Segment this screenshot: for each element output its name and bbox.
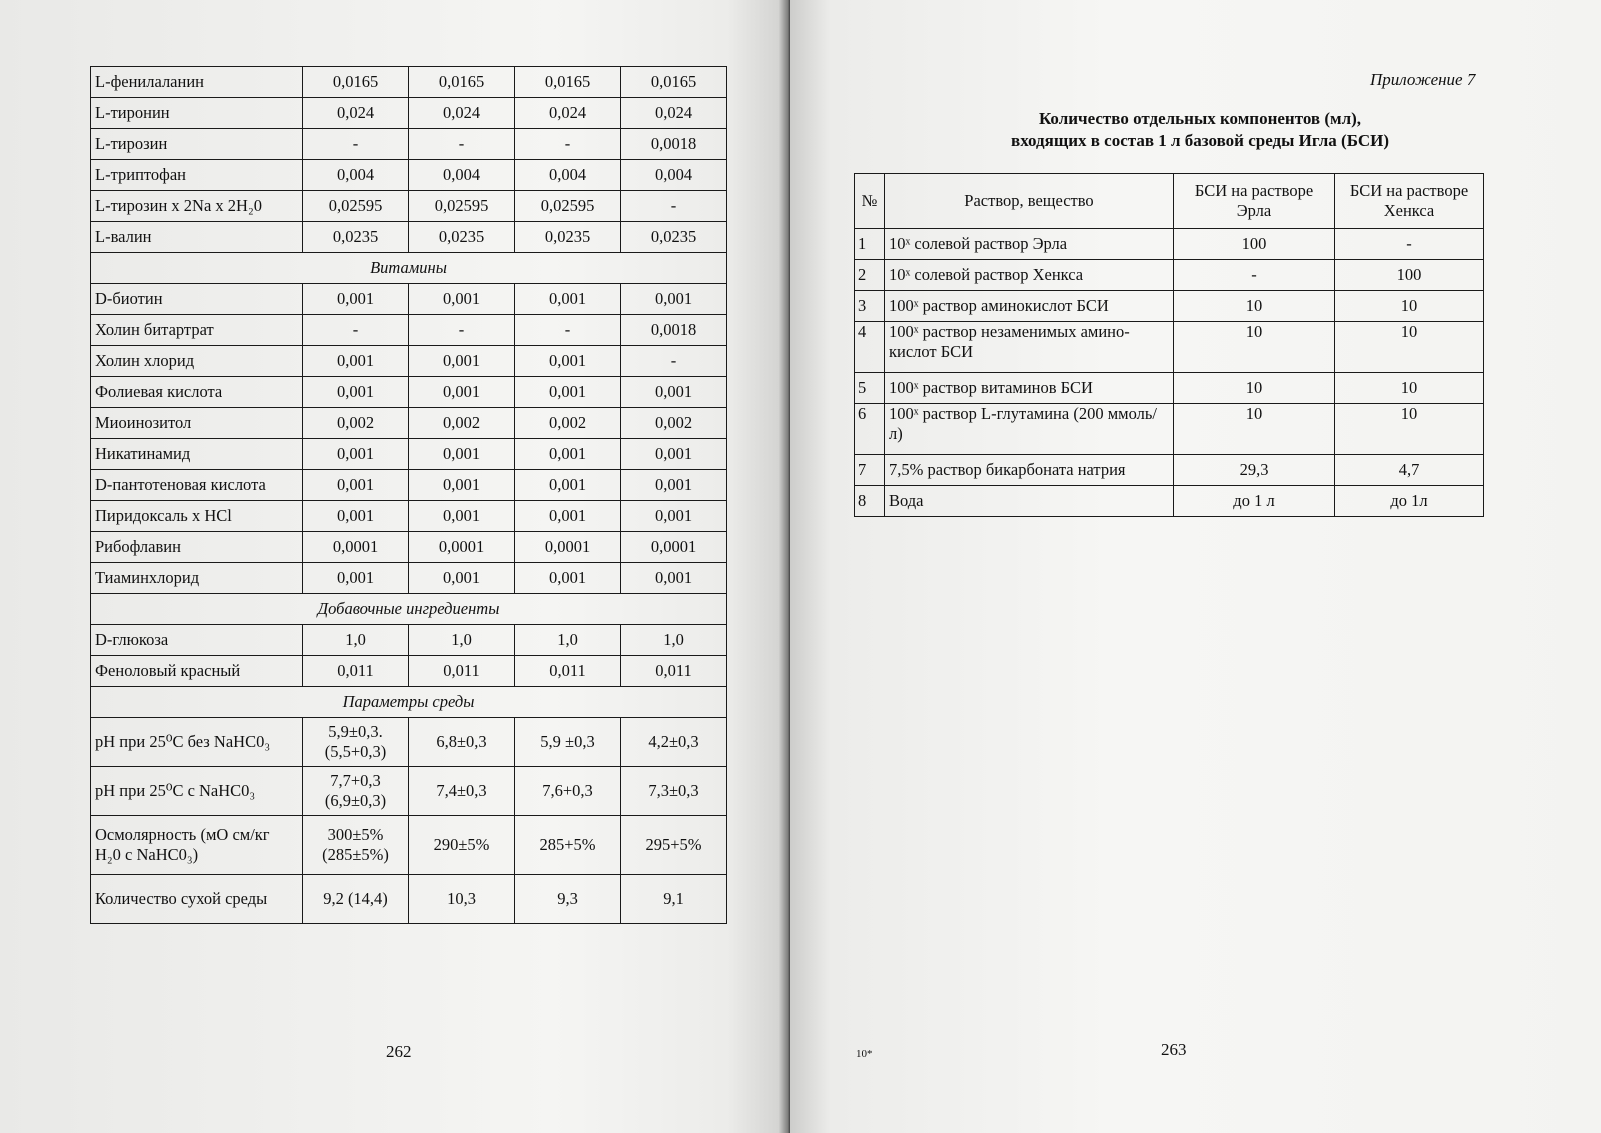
value-cell: 0,011 xyxy=(409,656,515,687)
substance-name: 10ˣ солевой раствор Хенкса xyxy=(885,260,1174,291)
row-number: 3 xyxy=(855,291,885,322)
ingredient-name: Количество сухой среды xyxy=(91,875,303,924)
substance-name: 100ˣ раствор витаминов БСИ xyxy=(885,373,1174,404)
value-cell: 0,001 xyxy=(621,284,727,315)
value-cell: 0,004 xyxy=(409,160,515,191)
table-row xyxy=(91,129,727,160)
header-earle: БСИ на растворе Эрла xyxy=(1174,174,1335,229)
value-cell: 285+5% xyxy=(515,816,621,875)
ingredient-name: Тиаминхлорид xyxy=(91,563,303,594)
hanks-value: 10 xyxy=(1335,322,1484,373)
value-cell: - xyxy=(303,315,409,346)
value-cell: 0,001 xyxy=(515,284,621,315)
table-row xyxy=(91,408,727,439)
value-cell: 0,0165 xyxy=(303,67,409,98)
value-cell: 0,001 xyxy=(621,501,727,532)
substance-name: 100ˣ раствор L-глутамина (200 ммоль/л) xyxy=(885,404,1174,455)
value-cell: 7,4±0,3 xyxy=(409,767,515,816)
ingredient-name: L-триптофан xyxy=(91,160,303,191)
table-row xyxy=(91,377,727,408)
section-row xyxy=(91,253,727,284)
value-cell: 0,001 xyxy=(303,284,409,315)
table-row xyxy=(855,404,1484,455)
value-cell: 7,6+0,3 xyxy=(515,767,621,816)
value-cell: 0,002 xyxy=(303,408,409,439)
section-vitamins: Витамины xyxy=(91,253,727,284)
table-row xyxy=(91,315,727,346)
ingredient-name: pH при 25⁰C с NaHC0₃ xyxy=(91,767,303,816)
hanks-value: 10 xyxy=(1335,373,1484,404)
value-cell: 10,3 xyxy=(409,875,515,924)
value-cell: 0,002 xyxy=(621,408,727,439)
header-substance: Раствор, вещество xyxy=(885,174,1174,229)
value-cell: 1,0 xyxy=(409,625,515,656)
value-cell: - xyxy=(621,191,727,222)
value-cell: 0,001 xyxy=(303,470,409,501)
table-row xyxy=(91,532,727,563)
table-row xyxy=(91,191,727,222)
substance-name: Вода xyxy=(885,486,1174,517)
value-cell: 0,001 xyxy=(303,439,409,470)
value-cell: 7,7+0,3 (6,9±0,3) xyxy=(303,767,409,816)
value-cell: - xyxy=(409,129,515,160)
value-cell: - xyxy=(515,315,621,346)
value-cell: 5,9 ±0,3 xyxy=(515,718,621,767)
value-cell: 0,0165 xyxy=(621,67,727,98)
value-cell: 0,0001 xyxy=(303,532,409,563)
media-composition-table xyxy=(90,66,727,924)
table-row xyxy=(91,439,727,470)
ingredient-name: D-пантотеновая кислота xyxy=(91,470,303,501)
earle-value: 10 xyxy=(1174,291,1335,322)
value-cell: 1,0 xyxy=(303,625,409,656)
row-number: 6 xyxy=(855,404,885,455)
value-cell: 0,02595 xyxy=(515,191,621,222)
row-number: 2 xyxy=(855,260,885,291)
earle-value: 10 xyxy=(1174,404,1335,455)
value-cell: 0,001 xyxy=(303,377,409,408)
value-cell: 0,001 xyxy=(409,284,515,315)
table-row xyxy=(855,260,1484,291)
row-number: 5 xyxy=(855,373,885,404)
row-number: 8 xyxy=(855,486,885,517)
earle-value: 29,3 xyxy=(1174,455,1335,486)
table-row xyxy=(855,291,1484,322)
row-number: 4 xyxy=(855,322,885,373)
value-cell: 0,001 xyxy=(409,501,515,532)
hanks-value: 10 xyxy=(1335,291,1484,322)
value-cell: 0,024 xyxy=(409,98,515,129)
value-cell: 1,0 xyxy=(515,625,621,656)
earle-value: до 1 л xyxy=(1174,486,1335,517)
value-cell: 0,001 xyxy=(515,377,621,408)
earle-value: 10 xyxy=(1174,373,1335,404)
value-cell: 0,0018 xyxy=(621,129,727,160)
ingredient-name: L-тирозин х 2Na х 2H₂0 xyxy=(91,191,303,222)
heading-line-1: Количество отдельных компонентов (мл), xyxy=(1038,109,1362,128)
table-row xyxy=(91,816,727,875)
value-cell: 0,011 xyxy=(621,656,727,687)
appendix-label: Приложение 7 xyxy=(1370,70,1476,89)
ingredient-name: Никатинамид xyxy=(91,439,303,470)
page-number-262: 262 xyxy=(386,1042,412,1061)
value-cell: 0,011 xyxy=(303,656,409,687)
value-cell: - xyxy=(621,346,727,377)
table-row xyxy=(855,455,1484,486)
row-number: 1 xyxy=(855,229,885,260)
earle-value: 100 xyxy=(1174,229,1335,260)
table-row xyxy=(91,67,727,98)
heading-line-2: входящих в состав 1 л базовой среды Игла (БСИ) xyxy=(1011,131,1389,150)
value-cell: 290±5% xyxy=(409,816,515,875)
value-cell: 1,0 xyxy=(621,625,727,656)
value-cell: - xyxy=(303,129,409,160)
table-row xyxy=(855,486,1484,517)
value-cell: 0,001 xyxy=(409,377,515,408)
ingredient-name: Феноловый красный xyxy=(91,656,303,687)
value-cell: 9,2 (14,4) xyxy=(303,875,409,924)
value-cell: 0,001 xyxy=(515,501,621,532)
table-row xyxy=(91,346,727,377)
ingredient-name: pH при 25⁰C без NaHC0₃ xyxy=(91,718,303,767)
row-number: 7 xyxy=(855,455,885,486)
ingredient-name: Холин битартрат xyxy=(91,315,303,346)
value-cell: 0,001 xyxy=(303,563,409,594)
value-cell: 0,0235 xyxy=(515,222,621,253)
value-cell: 0,001 xyxy=(409,470,515,501)
value-cell: 0,02595 xyxy=(303,191,409,222)
substance-name: 100ˣ раствор аминокислот БСИ xyxy=(885,291,1174,322)
table-row xyxy=(91,222,727,253)
value-cell: 0,024 xyxy=(621,98,727,129)
table-row xyxy=(91,284,727,315)
hanks-value: до 1л xyxy=(1335,486,1484,517)
table-row xyxy=(91,501,727,532)
value-cell: - xyxy=(409,315,515,346)
value-cell: 0,001 xyxy=(621,563,727,594)
table-row xyxy=(855,322,1484,373)
substance-name: 100ˣ раствор незаменимых амино-кислот БСИ xyxy=(885,322,1174,373)
value-cell: 0,001 xyxy=(621,470,727,501)
table-row xyxy=(91,767,727,816)
value-cell: 6,8±0,3 xyxy=(409,718,515,767)
table-row xyxy=(91,625,727,656)
value-cell: 0,001 xyxy=(409,563,515,594)
ingredient-name: Пиридоксаль х HCl xyxy=(91,501,303,532)
ingredient-name: Осмолярность (мО см/кг H₂0 с NaHC0₃) xyxy=(91,816,303,875)
earle-value: - xyxy=(1174,260,1335,291)
left-page xyxy=(0,0,790,1133)
value-cell: 0,001 xyxy=(515,470,621,501)
value-cell: 9,1 xyxy=(621,875,727,924)
value-cell: 0,0235 xyxy=(409,222,515,253)
ingredient-name: Рибофлавин xyxy=(91,532,303,563)
components-table xyxy=(854,173,1484,517)
value-cell: 0,0001 xyxy=(515,532,621,563)
hanks-value: - xyxy=(1335,229,1484,260)
value-cell: 0,001 xyxy=(621,377,727,408)
earle-value: 10 xyxy=(1174,322,1335,373)
ingredient-name: Фолиевая кислота xyxy=(91,377,303,408)
value-cell: 0,004 xyxy=(303,160,409,191)
table-row xyxy=(91,718,727,767)
value-cell: 0,02595 xyxy=(409,191,515,222)
value-cell: 0,0165 xyxy=(409,67,515,98)
value-cell: 0,001 xyxy=(303,501,409,532)
header-hanks: БСИ на растворе Хенкса xyxy=(1335,174,1484,229)
value-cell: 0,001 xyxy=(515,563,621,594)
hanks-value: 10 xyxy=(1335,404,1484,455)
ingredient-name: L-тиронин xyxy=(91,98,303,129)
value-cell: 0,001 xyxy=(515,346,621,377)
value-cell: 0,0001 xyxy=(409,532,515,563)
ingredient-name: L-фенилаланин xyxy=(91,67,303,98)
header-number: № xyxy=(855,174,885,229)
ingredient-name: Миоинозитол xyxy=(91,408,303,439)
value-cell: 0,004 xyxy=(515,160,621,191)
table-row xyxy=(91,98,727,129)
hanks-value: 4,7 xyxy=(1335,455,1484,486)
value-cell: 295+5% xyxy=(621,816,727,875)
value-cell: - xyxy=(515,129,621,160)
value-cell: 0,0235 xyxy=(303,222,409,253)
value-cell: 0,0001 xyxy=(621,532,727,563)
table-row xyxy=(91,875,727,924)
substance-name: 10ˣ солевой раствор Эрла xyxy=(885,229,1174,260)
value-cell: 0,024 xyxy=(515,98,621,129)
ingredient-name: D-глюкоза xyxy=(91,625,303,656)
ingredient-name: D-биотин xyxy=(91,284,303,315)
right-page xyxy=(790,0,1601,1133)
value-cell: 0,001 xyxy=(409,346,515,377)
table-row xyxy=(855,229,1484,260)
table-heading xyxy=(880,108,1520,152)
table-row xyxy=(855,373,1484,404)
signature-mark: 10* xyxy=(856,1048,873,1060)
value-cell: 4,2±0,3 xyxy=(621,718,727,767)
value-cell: 0,001 xyxy=(515,439,621,470)
page-number-263: 263 xyxy=(1161,1040,1187,1059)
value-cell: 0,001 xyxy=(409,439,515,470)
value-cell: 0,002 xyxy=(409,408,515,439)
value-cell: 0,0018 xyxy=(621,315,727,346)
value-cell: 0,011 xyxy=(515,656,621,687)
table-row xyxy=(91,160,727,191)
value-cell: 7,3±0,3 xyxy=(621,767,727,816)
table-row xyxy=(91,656,727,687)
section-row xyxy=(91,687,727,718)
value-cell: 5,9±0,3. (5,5+0,3) xyxy=(303,718,409,767)
substance-name: 7,5% раствор бикарбоната натрия xyxy=(885,455,1174,486)
section-row xyxy=(91,594,727,625)
ingredient-name: Холин хлорид xyxy=(91,346,303,377)
value-cell: 9,3 xyxy=(515,875,621,924)
value-cell: 0,0165 xyxy=(515,67,621,98)
section-additional-ingredients: Добавочные ингредиенты xyxy=(91,594,727,625)
value-cell: 0,004 xyxy=(621,160,727,191)
table-row xyxy=(91,563,727,594)
value-cell: 0,024 xyxy=(303,98,409,129)
value-cell: 0,0235 xyxy=(621,222,727,253)
section-media-parameters: Параметры среды xyxy=(91,687,727,718)
value-cell: 0,001 xyxy=(303,346,409,377)
ingredient-name: L-валин xyxy=(91,222,303,253)
table-row xyxy=(91,470,727,501)
value-cell: 300±5% (285±5%) xyxy=(303,816,409,875)
ingredient-name: L-тирозин xyxy=(91,129,303,160)
value-cell: 0,002 xyxy=(515,408,621,439)
value-cell: 0,001 xyxy=(621,439,727,470)
components-header-row xyxy=(855,174,1484,229)
hanks-value: 100 xyxy=(1335,260,1484,291)
